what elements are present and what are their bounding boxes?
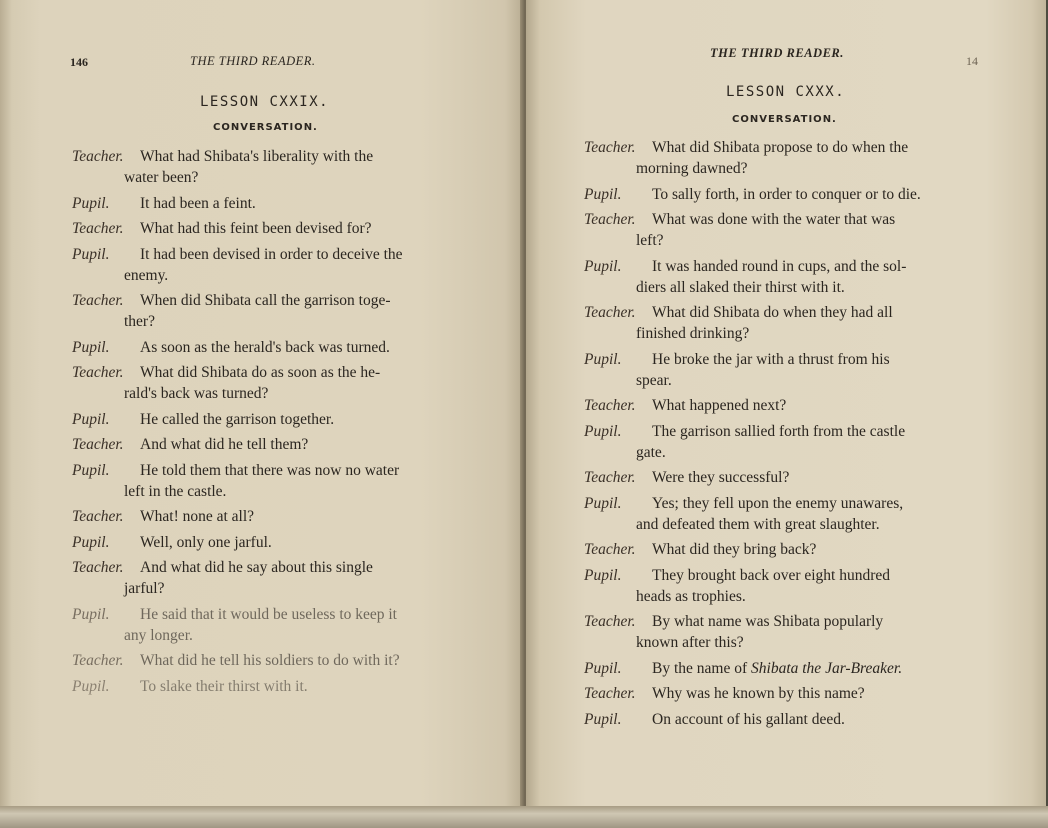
right-page bbox=[526, 0, 1046, 812]
lesson-title: LESSON CXXX. bbox=[726, 84, 846, 100]
speaker-label: Pupil. bbox=[72, 245, 110, 263]
dialogue-line bbox=[72, 193, 464, 214]
speaker-label: Teacher. bbox=[584, 613, 636, 630]
line-text: He called the garrison together. bbox=[140, 410, 335, 428]
line-text: He told them that there was now no water bbox=[140, 461, 400, 479]
line-text: He broke the jar with a thrust from his bbox=[652, 350, 890, 368]
line-continuation: morning dawned? bbox=[636, 160, 748, 177]
line-continuation: spear. bbox=[636, 371, 672, 389]
dialogue bbox=[72, 146, 464, 701]
lesson-subtitle: CONVERSATION. bbox=[732, 114, 837, 125]
lesson-title: LESSON CXXIX. bbox=[200, 94, 330, 110]
dialogue-line bbox=[72, 460, 464, 502]
page-number: 146 bbox=[70, 55, 88, 69]
dialogue-line bbox=[584, 467, 984, 488]
line-text: The garrison sallied forth from the castle bbox=[652, 422, 906, 440]
dialogue-line bbox=[584, 683, 984, 704]
line-continuation: enemy. bbox=[124, 266, 169, 284]
dialogue-line bbox=[584, 611, 984, 653]
speaker-label: Teacher. bbox=[584, 397, 636, 414]
line-text: On account of his gallant deed. bbox=[652, 710, 845, 728]
running-head: THE THIRD READER. bbox=[190, 54, 316, 68]
speaker-label: Teacher. bbox=[72, 559, 124, 576]
line-continuation: left in the castle. bbox=[124, 482, 227, 500]
line-continuation: jarful? bbox=[124, 580, 165, 597]
line-continuation: gate. bbox=[636, 443, 666, 461]
line-text: To slake their thirst with it. bbox=[140, 677, 308, 695]
line-text: What had Shibata's liberality with the bbox=[140, 148, 374, 165]
dialogue-line bbox=[584, 709, 984, 730]
line-text: They brought back over eight hundred bbox=[652, 566, 891, 584]
line-text: By what name was Shibata popularly bbox=[652, 613, 884, 630]
speaker-label: Pupil. bbox=[72, 677, 110, 695]
speaker-label: Pupil. bbox=[584, 710, 622, 728]
dialogue-line bbox=[584, 209, 984, 251]
dialogue-line bbox=[584, 539, 984, 560]
line-text: What did Shibata do as soon as the he- bbox=[140, 364, 381, 381]
line-text: Yes; they fell upon the enemy unawares, bbox=[652, 494, 904, 512]
speaker-label: Pupil. bbox=[584, 422, 622, 440]
speaker-label: Teacher. bbox=[584, 304, 636, 321]
speaker-label: Teacher. bbox=[72, 364, 124, 381]
dialogue-line bbox=[72, 362, 464, 404]
line-text: What did he tell his soldiers to do with it? bbox=[140, 652, 400, 669]
dialogue-line bbox=[584, 395, 984, 416]
dialogue-line bbox=[72, 557, 464, 599]
dialogue-line bbox=[584, 349, 984, 391]
line-continuation: left? bbox=[636, 232, 664, 249]
dialogue-line bbox=[72, 434, 464, 455]
line-continuation: known after this? bbox=[636, 634, 744, 651]
line-text: By the name of bbox=[652, 659, 748, 677]
line-text: Were they successful? bbox=[652, 469, 790, 486]
dialogue-line bbox=[72, 146, 464, 188]
dialogue-line bbox=[72, 218, 464, 239]
dialogue-line bbox=[584, 493, 984, 535]
dialogue-line bbox=[584, 658, 984, 679]
speaker-label: Teacher. bbox=[72, 148, 124, 165]
line-text: What did they bring back? bbox=[652, 541, 817, 558]
left-page bbox=[0, 0, 524, 812]
speaker-label: Teacher. bbox=[584, 685, 636, 702]
speaker-label: Pupil. bbox=[584, 350, 622, 368]
dialogue-line bbox=[584, 565, 984, 607]
speaker-label: Pupil. bbox=[584, 659, 622, 677]
line-continuation: ther? bbox=[124, 313, 155, 330]
dialogue-line bbox=[72, 409, 464, 430]
speaker-label: Pupil. bbox=[72, 410, 110, 428]
line-continuation: diers all slaked their thirst with it. bbox=[636, 278, 845, 296]
dialogue-line bbox=[72, 604, 464, 646]
speaker-label: Teacher. bbox=[72, 508, 124, 525]
line-continuation: water been? bbox=[124, 169, 199, 186]
line-text: He said that it would be useless to keep it bbox=[140, 605, 397, 623]
line-text: What had this feint been devised for? bbox=[140, 220, 372, 237]
speaker-label: Pupil. bbox=[584, 185, 622, 203]
line-text: It had been devised in order to deceive the bbox=[140, 245, 403, 263]
speaker-label: Pupil. bbox=[72, 194, 110, 212]
dialogue-line bbox=[584, 137, 984, 179]
line-continuation: rald's back was turned? bbox=[124, 385, 269, 402]
italic-name: Shibata the Jar-Breaker. bbox=[751, 659, 903, 677]
line-text: What was done with the water that was bbox=[652, 211, 896, 228]
speaker-label: Pupil. bbox=[584, 494, 622, 512]
speaker-label: Teacher. bbox=[584, 469, 636, 486]
line-text: To sally forth, in order to conquer or to die. bbox=[652, 185, 921, 203]
dialogue-line bbox=[72, 337, 464, 358]
speaker-label: Teacher. bbox=[72, 436, 124, 453]
line-continuation: and defeated them with great slaughter. bbox=[636, 515, 880, 533]
line-text: It had been a feint. bbox=[140, 194, 256, 212]
dialogue-line bbox=[584, 256, 984, 298]
line-text: What! none at all? bbox=[140, 508, 255, 525]
line-text: And what did he tell them? bbox=[140, 436, 309, 453]
speaker-label: Teacher. bbox=[584, 139, 636, 156]
line-text: When did Shibata call the garrison toge- bbox=[140, 292, 391, 309]
speaker-label: Teacher. bbox=[584, 211, 636, 228]
line-text: As soon as the herald's back was turned. bbox=[140, 338, 390, 356]
speaker-label: Pupil. bbox=[72, 605, 110, 623]
speaker-label: Pupil. bbox=[72, 461, 110, 479]
running-head: THE THIRD READER. bbox=[710, 46, 844, 60]
page-edges bbox=[0, 806, 1048, 828]
dialogue-line bbox=[584, 184, 984, 205]
dialogue-line bbox=[72, 290, 464, 332]
speaker-label: Pupil. bbox=[72, 533, 110, 551]
dialogue-line bbox=[72, 506, 464, 527]
line-text: Why was he known by this name? bbox=[652, 685, 865, 702]
speaker-label: Teacher. bbox=[584, 541, 636, 558]
speaker-label: Teacher. bbox=[72, 220, 124, 237]
line-continuation: heads as trophies. bbox=[636, 587, 746, 605]
line-continuation: any longer. bbox=[124, 626, 193, 644]
speaker-label: Pupil. bbox=[584, 566, 622, 584]
dialogue-line bbox=[72, 650, 464, 671]
dialogue-line bbox=[72, 244, 464, 286]
speaker-label: Pupil. bbox=[584, 257, 622, 275]
dialogue-line bbox=[584, 302, 984, 344]
line-text: And what did he say about this single bbox=[140, 559, 373, 576]
line-text: Well, only one jarful. bbox=[140, 533, 272, 551]
line-text: What did Shibata propose to do when the bbox=[652, 139, 909, 156]
line-text: What did Shibata do when they had all bbox=[652, 304, 893, 321]
line-text: It was handed round in cups, and the sol- bbox=[652, 257, 907, 275]
speaker-label: Teacher. bbox=[72, 292, 124, 309]
dialogue-line bbox=[584, 421, 984, 463]
line-continuation: finished drinking? bbox=[636, 325, 750, 342]
dialogue bbox=[584, 137, 984, 734]
dialogue-line bbox=[72, 532, 464, 553]
speaker-label: Teacher. bbox=[72, 652, 124, 669]
lesson-subtitle: CONVERSATION. bbox=[213, 122, 318, 133]
speaker-label: Pupil. bbox=[72, 338, 110, 356]
line-text: What happened next? bbox=[652, 397, 787, 414]
dialogue-line bbox=[72, 676, 464, 697]
page-number: 14 bbox=[966, 54, 978, 68]
